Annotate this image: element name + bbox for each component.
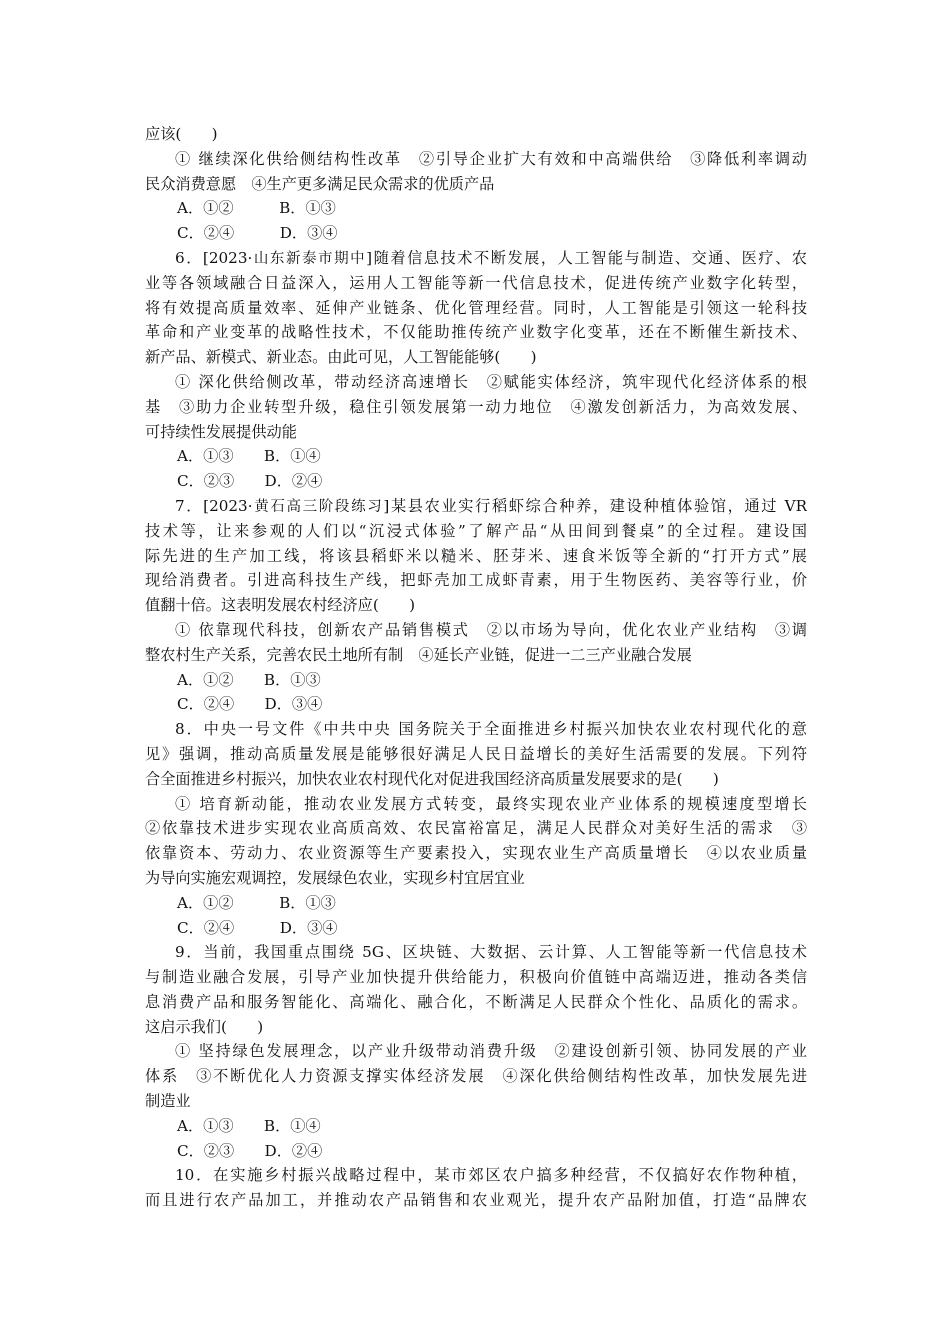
answer-options: C．②④ D．③④ bbox=[177, 695, 323, 714]
text-line: 整农村生产关系，完善农民土地所有制 ④延长产业链，促进一二三产业融合发展 bbox=[145, 645, 692, 664]
question-6-line: 6．[2023·山东新泰市期中]随着信息技术不断发展，人工智能与制造、交通、医疗、农 bbox=[175, 248, 807, 267]
text-line: 依靠资本、劳动力、农业资源等生产要素投入，实现农业生产高质量增长 ④以农业质量 bbox=[145, 844, 807, 863]
question-7-line: 7．[2023·黄石高三阶段练习]某县农业实行稻虾综合种养，建设种植体验馆，通过 VR bbox=[175, 496, 807, 515]
text-line: 合全面推进乡村振兴，加快农业农村现代化对促进我国经济高质量发展要求的是( ) bbox=[145, 769, 719, 788]
text-line: 基 ③助力企业转型升级，稳住引领发展第一动力地位 ④激发创新活力，为高效发展、 bbox=[145, 397, 807, 416]
answer-options: A．①② B．①③ bbox=[177, 199, 336, 218]
document-page bbox=[145, 122, 807, 1213]
text-line: 制造业 bbox=[145, 1092, 191, 1111]
text-line: 息消费产品和服务智能化、高端化、融合化，不断满足人民群众个性化、品质化的需求。 bbox=[145, 992, 807, 1011]
text-line: 际先进的生产加工线，将该县稻虾米以糙米、胚芽米、速食米饭等全新的“打开方式”展 bbox=[145, 546, 807, 565]
answer-options: A．①② B．①③ bbox=[177, 670, 321, 689]
text-line: 现给消费者。引进高科技生产线，把虾壳加工成虾青素，用于生物医药、美容等行业，价 bbox=[145, 571, 807, 590]
text-line: 业等各领域融合日益深入，运用人工智能等新一代信息技术，促进传统产业数字化转型， bbox=[145, 273, 807, 292]
source-tag: 黄石高三阶段练习 bbox=[252, 498, 384, 515]
question-8-line: 8．中央一号文件《中共中央 国务院关于全面推进乡村振兴加快农业农村现代化的意 bbox=[175, 720, 807, 739]
text-line: ②依靠技术进步实现农业高质高效、农民富裕富足，满足人民群众对美好生活的需求 ③ bbox=[145, 819, 807, 838]
text-line: 革命和产业变革的战略性技术，不仅能助推传统产业数字化变革，还在不断催生新技术、 bbox=[145, 323, 807, 342]
question-10-line: 10．在实施乡村振兴战略过程中，某市郊区农户搞多种经营，不仅搞好农作物种植， bbox=[175, 1166, 807, 1185]
text-line: 这启示我们( ) bbox=[145, 1017, 264, 1036]
text-line: 技术等，让来参观的人们以“沉浸式体验”了解产品“从田间到餐桌”的全过程。建设国 bbox=[145, 521, 807, 540]
text-line: ① 深化供给侧改革，带动经济高速增长 ②赋能实体经济，筑牢现代化经济体系的根 bbox=[175, 372, 807, 391]
text-line: 为导向实施宏观调控，发展绿色农业，实现乡村宜居宜业 bbox=[145, 868, 525, 887]
text-line: 可持续性发展提供动能 bbox=[145, 422, 297, 441]
answer-options: A．①③ B．①④ bbox=[177, 447, 321, 466]
text-line: 新产品、新模式、新业态。由此可见，人工智能能够( ) bbox=[145, 348, 537, 367]
answer-options: A．①③ B．①④ bbox=[177, 1116, 321, 1135]
question-9-line: 9．当前，我国重点围绕 5G、区块链、大数据、云计算、人工智能等新一代信息技术 bbox=[175, 943, 807, 962]
text-line: 与制造业融合发展，引导产业加快提升供给能力，积极向价值链中高端迈进，推动各类信 bbox=[145, 968, 807, 987]
answer-options: C．②③ D．②④ bbox=[177, 472, 323, 491]
text-line: 应该( ) bbox=[145, 125, 218, 143]
text-line: ① 依靠现代科技，创新农产品销售模式 ②以市场为导向，优化农业产业结构 ③调 bbox=[175, 620, 807, 639]
text-line: 民众消费意愿 ④生产更多满足民众需求的优质产品 bbox=[145, 174, 495, 193]
answer-options: C．②④ D．③④ bbox=[177, 918, 338, 937]
text-line: 见》强调，推动高质量发展是能够很好满足人民日益增长的美好生活需要的发展。下列符 bbox=[145, 744, 807, 763]
text-line: 体系 ③不断优化人力资源支撑实体经济发展 ④深化供给侧结构性改革，加快发展先进 bbox=[145, 1067, 807, 1086]
text-line: 值翻十倍。这表明发展农村经济应( ) bbox=[145, 596, 416, 615]
text-line: 而且进行农产品加工，并推动农产品销售和农业观光，提升农产品附加值，打造“品牌农 bbox=[145, 1191, 807, 1210]
text-line: ① 继续深化供给侧结构性改革 ②引导企业扩大有效和中高端供给 ③降低利率调动 bbox=[175, 149, 807, 168]
text-line: ① 培育新动能，推动农业发展方式转变，最终实现农业产业体系的规模速度型增长 bbox=[175, 794, 807, 813]
source-tag: 山东新泰市期中 bbox=[252, 250, 367, 267]
answer-options: C．②④ D．③④ bbox=[177, 224, 338, 243]
text-line: ① 坚持绿色发展理念，以产业升级带动消费升级 ②建设创新引领、协同发展的产业 bbox=[175, 1042, 807, 1061]
text-line: 将有效提高质量效率、延伸产业链条、优化管理经营。同时，人工智能是引领这一轮科技 bbox=[145, 298, 807, 317]
answer-options: C．②③ D．②④ bbox=[177, 1141, 323, 1160]
answer-options: A．①② B．①③ bbox=[177, 893, 336, 912]
